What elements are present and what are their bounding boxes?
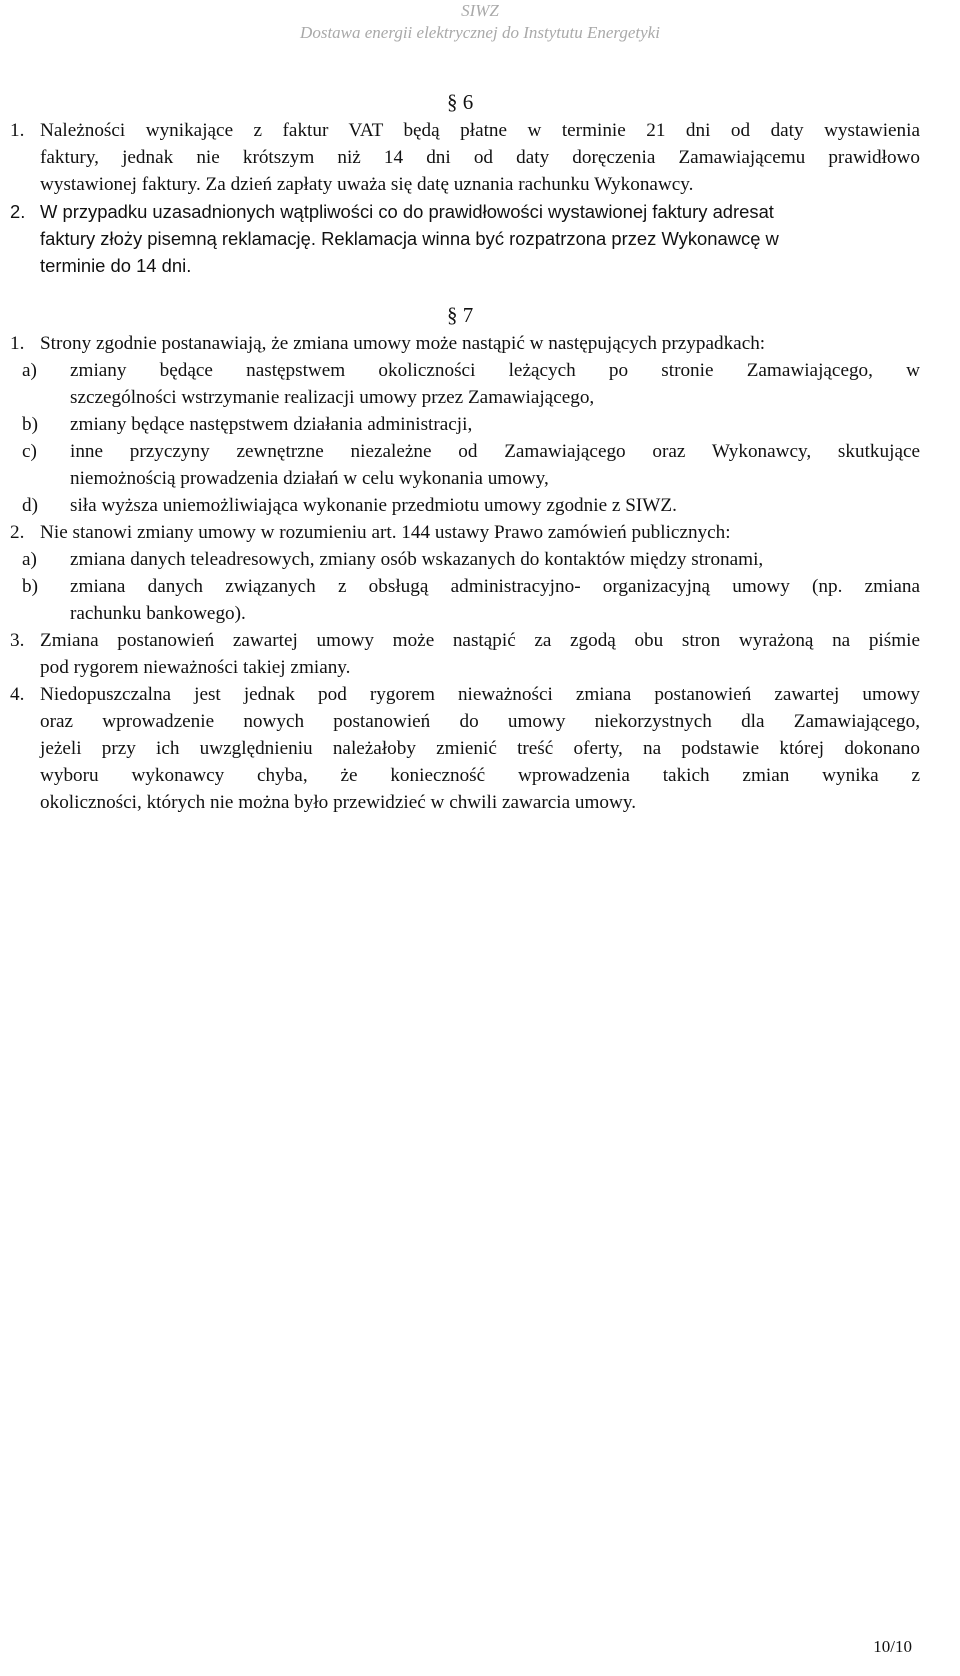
s6-item-2-line-3: terminie do 14 dni. <box>40 255 192 276</box>
s6-item-2-line-1: W przypadku uzasadnionych wątpliwości co do prawidłowości wystawionej faktury adresat <box>40 201 774 222</box>
sub-b-label: b) <box>22 414 38 435</box>
sub-a-line-2: szczególności wstrzymanie realizacji umowy przez Zamawiającego, <box>70 387 595 408</box>
sub-c-line-1: inne przyczyny zewnętrzne niezależne od Zamawiającego oraz Wykonawcy, skutkujące <box>70 441 920 462</box>
s7-item-1-sub-c <box>22 438 920 492</box>
s7-item-1 <box>10 330 920 357</box>
section-7-heading: § 7 <box>447 303 474 327</box>
page-header <box>0 0 960 44</box>
s6-item-2 <box>10 198 920 279</box>
s6-item-1-line-3: wystawionej faktury. Za dzień zapłaty uważa się datę uznania rachunku Wykonawcy. <box>40 174 694 195</box>
s7-item-2-number: 2. <box>10 522 25 543</box>
s7-item-4 <box>10 681 920 816</box>
s7-item-3-line-1: Zmiana postanowień zawartej umowy może nastąpić za zgodą obu stron wyrażoną na piśmie <box>40 630 920 651</box>
s7-item-2-intro: Nie stanowi zmiany umowy w rozumieniu art. 144 ustawy Prawo zamówień publicznych: <box>40 522 731 543</box>
section-6-heading: § 6 <box>447 90 474 114</box>
section-6-number: 6 <box>462 90 474 114</box>
header-subtitle: Dostawa energii elektrycznej do Instytutu Energetyki <box>300 23 660 42</box>
sub-a-line-1: zmiany będące następstwem okoliczności leżących po stronie Zamawiającego, w <box>70 360 920 381</box>
page-number: 10/10 <box>873 1637 912 1656</box>
s7-item-1-sub-a <box>22 357 920 411</box>
s6-item-1-line-1: Należności wynikające z faktur VAT będą płatne w terminie 21 dni od daty wystawienia <box>40 120 920 141</box>
s7-item-4-number: 4. <box>10 684 25 705</box>
sub-a-label: a) <box>22 360 37 381</box>
sub-b-line-1: zmiany będące następstwem działania administracji, <box>70 414 473 435</box>
s7-item-1-number: 1. <box>10 333 25 354</box>
s7-item-1-sub-b <box>22 411 920 438</box>
sub2-a-line-1: zmiana danych teleadresowych, zmiany osób wskazanych do kontaktów między stronami, <box>70 549 764 570</box>
sub-d-line-1: siła wyższa uniemożliwiająca wykonanie przedmiotu umowy zgodnie z SIWZ. <box>70 495 677 516</box>
s7-item-2 <box>10 519 920 546</box>
s7-item-4-line-1: Niedopuszczalna jest jednak pod rygorem nieważności zmiana postanowień zawartej umowy <box>40 684 920 705</box>
s6-item-2-line-2: faktury złoży pisemną reklamację. Reklamacja winna być rozpatrzona przez Wykonawcę w <box>40 228 779 249</box>
sub2-a-label: a) <box>22 549 37 570</box>
header-title: SIWZ <box>461 1 499 20</box>
sub-c-line-2: niemożnością prowadzenia działań w celu wykonania umowy, <box>70 468 549 489</box>
sub2-b-line-1: zmiana danych związanych z obsługą administracyjno- organizacyjną umowy (np. zmiana <box>70 576 920 597</box>
s7-item-3-line-2: pod rygorem nieważności takiej zmiany. <box>40 657 351 678</box>
s7-item-4-line-5: okoliczności, których nie można było przewidzieć w chwili zawarcia umowy. <box>40 792 637 813</box>
s7-item-3 <box>10 627 920 681</box>
s6-item-1-line-2: faktury, jednak nie krótszym niż 14 dni od daty doręczenia Zamawiającemu prawidłowo <box>40 147 920 168</box>
document-body <box>0 88 960 816</box>
s6-item-2-number: 2. <box>10 201 26 222</box>
s7-item-1-intro: Strony zgodnie postanawiają, że zmiana umowy może nastąpić w następujących przypadkach: <box>40 333 766 354</box>
s6-item-1-number: 1. <box>10 120 25 141</box>
section-7-number: 7 <box>462 303 474 327</box>
sub-d-label: d) <box>22 495 38 516</box>
s7-item-2-sub-a <box>22 546 920 573</box>
s7-item-3-number: 3. <box>10 630 25 651</box>
s7-item-1-sub-d <box>22 492 920 519</box>
s6-item-1 <box>10 117 920 198</box>
s7-item-2-sub-b <box>22 573 920 627</box>
sub2-b-line-2: rachunku bankowego). <box>70 603 246 624</box>
s7-item-4-line-4: wyboru wykonawcy chyba, że konieczność wprowadzenia takich zmian wynika z <box>40 765 920 786</box>
sub2-b-label: b) <box>22 576 38 597</box>
s7-item-4-line-3: jeżeli przy ich uwzględnieniu należałoby zmienić treść oferty, na podstawie której dokonano <box>40 738 920 759</box>
sub-c-label: c) <box>22 441 37 462</box>
s7-item-4-line-2: oraz wprowadzenie nowych postanowień do umowy niekorzystnych dla Zamawiającego, <box>40 711 920 732</box>
